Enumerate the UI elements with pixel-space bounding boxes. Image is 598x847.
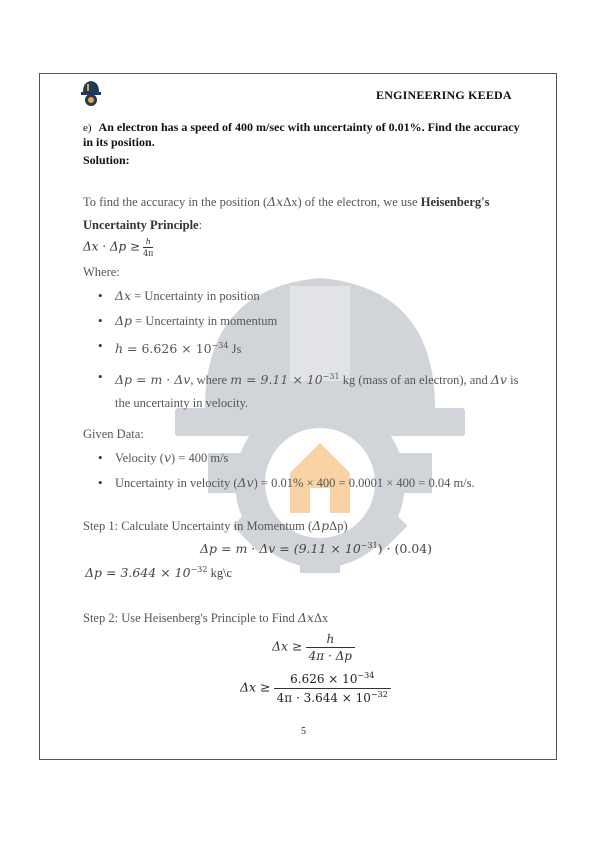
given-item <box>98 449 475 467</box>
eq2-text: Δ𝑝 = 3.644 × 10 <box>85 565 191 581</box>
step1-title-text: Step 1: Calculate Uncertainty in Momentum ( <box>83 519 313 533</box>
intro-paragraph <box>83 190 523 237</box>
def-text: = Uncertainty in position <box>131 289 260 303</box>
step2-title-end: Δx <box>313 611 329 625</box>
intro-text-2: Δx) of the electron, we use <box>283 195 421 209</box>
formula1-lhs: Δ𝑥 · Δ𝑝 ≥ <box>83 239 141 254</box>
eq1-text: Δ𝑝 = 𝑚 · Δ𝑣 = (9.11 × 10 <box>200 541 361 557</box>
step2-substitution <box>240 670 391 707</box>
def-text: , where <box>190 373 231 388</box>
brand-title: ENGINEERING KEEDA <box>376 88 512 102</box>
definition-list <box>98 287 535 415</box>
eq3-lhs: Δ𝑥 ≥ <box>272 638 303 654</box>
eq1-exponent: −31 <box>360 541 378 550</box>
step2-title-text: Step 2: Use Heisenberg's Principle to Find <box>83 611 298 625</box>
def-symbol: ℎ <box>115 341 124 357</box>
given-label: Given Data: <box>83 427 144 441</box>
given-symbol: 𝑣 <box>163 450 172 465</box>
def-text: = 6.626 × 10 <box>123 341 212 357</box>
intro-text-1: To find the accuracy in the position ( <box>83 195 268 209</box>
question <box>83 120 523 149</box>
given-value: ) = 400 m/s <box>171 451 229 465</box>
uncertainty-formula <box>83 236 153 259</box>
eq3-den: 4π · Δ𝑝 <box>306 647 355 664</box>
def-exponent: −34 <box>211 341 229 350</box>
step1-equation <box>200 541 432 557</box>
def-text: = Uncertainty in momentum <box>132 314 278 328</box>
definition-item <box>98 337 535 358</box>
given-symbol: Δ𝑣 <box>237 475 254 490</box>
principle-name: Heisenberg's Uncertainty Principle <box>83 195 490 232</box>
eq2-exponent: −32 <box>190 565 208 574</box>
step2-formula <box>272 631 355 664</box>
eq4-den <box>274 688 391 707</box>
def-symbol: Δ𝑝 <box>115 313 133 328</box>
formula1-den: 4π <box>143 249 154 258</box>
def-mass: 𝑚 = 9.11 × 10 <box>230 372 323 388</box>
given-label-text: Velocity ( <box>115 451 164 465</box>
def-mass-exponent: −31 <box>322 372 340 382</box>
given-label-text: Uncertainty in velocity ( <box>115 476 238 490</box>
eq4-den-base: 4π · 3.644 × 10 <box>276 691 371 705</box>
step1-title <box>83 518 348 534</box>
eq4-lhs: Δ𝑥 ≥ <box>240 679 271 695</box>
eq4-den-exp: −32 <box>370 690 388 699</box>
intro-dx-symbol: Δ𝑥 <box>267 194 284 209</box>
def-symbol: Δ𝑝 = 𝑚 · Δ𝑣 <box>115 372 191 388</box>
where-label: Where: <box>83 265 120 279</box>
step1-symbol: Δ𝑝 <box>312 518 330 533</box>
question-text: An electron has a speed of 400 m/sec with uncertainty of 0.01%. Find the accuracy in its position. <box>83 120 520 149</box>
given-list <box>98 449 475 492</box>
def-symbol: Δ𝑥 <box>115 288 132 303</box>
eq3-num: ℎ <box>326 632 335 646</box>
formula1-num: ℎ <box>145 237 151 246</box>
eq4-num <box>274 670 391 688</box>
step1-title-end: Δp) <box>329 519 348 533</box>
given-item <box>98 474 475 492</box>
eq4-num-base: 6.626 × 10 <box>290 672 358 686</box>
eq1-end: ) · (0.04) <box>377 541 433 557</box>
eq2-unit: kg\c <box>207 566 233 581</box>
given-value: ) = 0.01% × 400 = 0.0001 × 400 = 0.04 m/s. <box>253 476 475 490</box>
step2-symbol: Δ𝑥 <box>297 610 314 625</box>
definition-item <box>98 365 535 415</box>
page-number: 5 <box>301 726 306 737</box>
eq4-fraction <box>274 670 391 707</box>
def-dv-symbol: Δ𝑣 <box>490 372 507 388</box>
engineering-keeda-logo-icon <box>80 80 102 108</box>
def-tail: kg (mass of an electron), and <box>339 373 491 388</box>
eq3-fraction <box>306 631 355 664</box>
solution-label: Solution: <box>83 153 130 167</box>
definition-item <box>98 287 535 305</box>
step2-title <box>83 610 328 626</box>
question-number: e) <box>83 122 92 134</box>
formula1-fraction <box>143 236 153 259</box>
def-unit: Js <box>228 342 242 357</box>
intro-text-3: : <box>198 218 203 232</box>
step1-result <box>85 565 232 581</box>
eq4-num-exp: −34 <box>357 671 375 680</box>
definition-item <box>98 312 535 330</box>
def-end: is the uncertainty in velocity. <box>115 373 519 411</box>
